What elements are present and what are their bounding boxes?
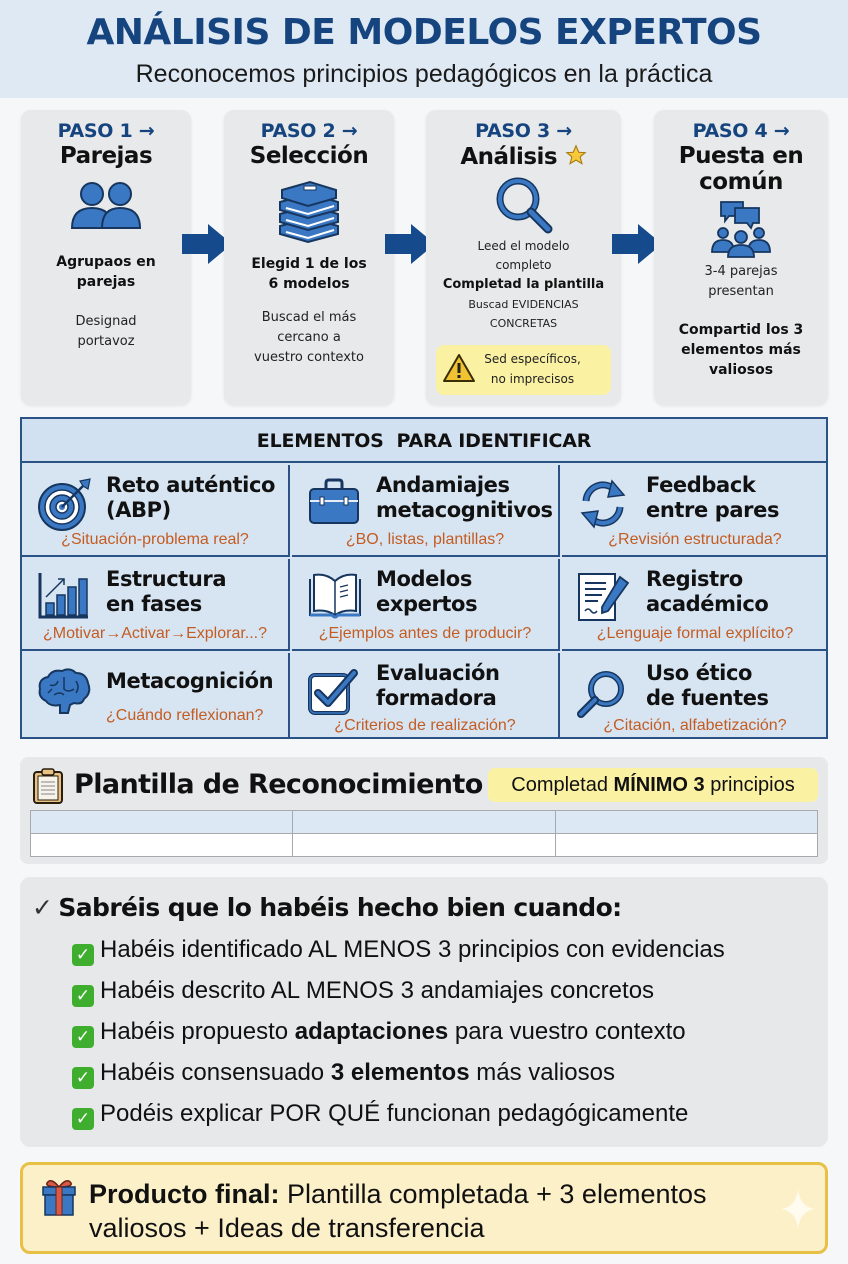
- badge-bold-text: MÍNIMO 3: [613, 774, 705, 796]
- green-check-icon: ✓: [72, 1067, 94, 1089]
- checklist-item: [72, 1099, 688, 1129]
- table-header-row: [31, 811, 818, 834]
- step-bold-text: Elegid 1 de los: [251, 256, 367, 272]
- magnifier-icon: [576, 667, 630, 721]
- element-cell-reto: [22, 465, 290, 557]
- green-check-icon: ✓: [72, 944, 94, 966]
- final-product-text: [89, 1177, 789, 1245]
- page-subtitle: Reconocemos principios pedagógicos en la práctica: [135, 60, 713, 88]
- step-title: Selección: [249, 143, 369, 169]
- element-cell-metacognicion: [22, 653, 290, 739]
- step-text: Designad: [75, 314, 137, 329]
- green-check-icon: ✓: [72, 985, 94, 1007]
- checkmark-icon: ✓: [32, 893, 53, 922]
- element-title: [646, 661, 769, 711]
- element-cell-andamiajes: [292, 465, 560, 557]
- elements-heading: ELEMENTOS PARA IDENTIFICAR: [22, 419, 826, 463]
- step-bold-text: valiosos: [708, 362, 774, 378]
- element-cell-feedback: [562, 465, 828, 557]
- table-cell[interactable]: [31, 834, 293, 857]
- bar-chart-icon: [36, 571, 90, 621]
- step-label: PASO 1 →: [57, 120, 155, 142]
- item-text: Habéis propuesto: [100, 1018, 295, 1045]
- step-title: Parejas: [59, 143, 153, 169]
- group-discussion-icon: [709, 200, 773, 258]
- element-cell-modelos: [292, 559, 560, 651]
- final-product-box: [20, 1162, 828, 1254]
- people-pair-icon: [66, 178, 146, 238]
- element-question: ¿Situación-problema real?: [61, 531, 249, 548]
- item-text: Habéis identificado AL MENOS 3 principios con evidencias: [100, 936, 725, 963]
- item-text: Habéis descrito AL MENOS 3 andamiajes concretos: [100, 977, 655, 1004]
- star-icon: [565, 144, 587, 166]
- target-icon: [36, 477, 92, 533]
- step-text: CONCRETAS: [489, 317, 558, 330]
- element-cell-evaluacion: [292, 653, 560, 739]
- badge-text: principios: [704, 774, 795, 796]
- step-label: PASO 3 →: [475, 120, 572, 142]
- element-title-line: Reto auténtico: [106, 473, 276, 497]
- warning-note: [436, 345, 611, 395]
- element-title-line: expertos: [376, 592, 478, 616]
- sparkle-icon: [781, 1189, 815, 1229]
- plantilla-badge: [488, 768, 818, 802]
- table-cell[interactable]: [293, 834, 555, 857]
- step-bold-text: Compartid los 3: [678, 322, 804, 338]
- refresh-icon: [576, 477, 630, 531]
- checklist-item: [72, 976, 654, 1006]
- item-text: más valiosos: [469, 1059, 615, 1086]
- green-check-icon: ✓: [72, 1108, 94, 1130]
- step-label: PASO 4 →: [692, 120, 790, 142]
- plantilla-section: [20, 757, 828, 864]
- step-bold-text: Completad la plantilla: [442, 277, 605, 292]
- step-title-text: Análisis: [460, 144, 558, 170]
- step-title: Puesta en: [678, 143, 804, 169]
- element-title-line: metacognitivos: [376, 498, 553, 522]
- badge-text: Completad: [511, 774, 614, 796]
- element-title-line: Registro: [646, 567, 743, 591]
- step-text: cercano a: [277, 330, 341, 345]
- element-title-line: académico: [646, 592, 769, 616]
- gift-icon: [39, 1177, 79, 1217]
- element-title-line: de fuentes: [646, 686, 769, 710]
- step-bold-text: elementos más: [681, 342, 801, 358]
- element-title: [106, 669, 273, 694]
- clipboard-icon: [32, 767, 64, 805]
- element-title-line: Modelos: [376, 567, 472, 591]
- table-cell[interactable]: [555, 811, 817, 834]
- step-bold-text: 6 modelos: [268, 276, 350, 292]
- item-text: Podéis explicar POR QUÉ funcionan pedagógicamente: [100, 1100, 689, 1127]
- table-cell[interactable]: [555, 834, 817, 857]
- item-bold-text: adaptaciones: [294, 1018, 449, 1045]
- item-text: Habéis consensuado: [100, 1059, 331, 1086]
- page-title: ANÁLISIS DE MODELOS EXPERTOS: [86, 12, 762, 53]
- warning-icon: [442, 353, 476, 383]
- element-question: ¿Lenguaje formal explícito?: [596, 625, 794, 642]
- step-text: Leed el modelo: [477, 239, 570, 253]
- element-title-line: en fases: [106, 592, 202, 616]
- element-question: ¿Revisión estructurada?: [608, 531, 782, 548]
- step-2-card: [224, 110, 394, 405]
- element-cell-registro: [562, 559, 828, 651]
- element-title-line: Feedback: [646, 473, 756, 497]
- table-row: [31, 834, 818, 857]
- element-title-line: Metacognición: [106, 669, 274, 693]
- checkbox-icon: [306, 667, 360, 717]
- magnifier-icon: [494, 175, 554, 235]
- table-cell[interactable]: [293, 811, 555, 834]
- element-title-line: Estructura: [106, 567, 227, 591]
- element-title-line: formadora: [376, 686, 497, 710]
- element-title: [646, 473, 779, 523]
- element-title-line: Evaluación: [376, 661, 500, 685]
- brain-icon: [36, 667, 92, 715]
- table-cell[interactable]: [31, 811, 293, 834]
- step-4-card: [654, 110, 828, 405]
- step-text: vuestro contexto: [254, 350, 364, 365]
- checklist-heading-text: Sabréis que lo habéis hecho bien cuando:: [58, 893, 622, 922]
- plantilla-table: [30, 810, 818, 857]
- element-title: [376, 567, 477, 617]
- element-title-line: Uso ético: [646, 661, 753, 685]
- item-bold-text: 3 elementos: [330, 1059, 470, 1086]
- step-title: [426, 144, 621, 169]
- element-title: [376, 661, 500, 711]
- header: [0, 0, 848, 98]
- element-question: ¿Motivar→Activar→Explorar...?: [42, 625, 268, 642]
- element-title-line: (ABP): [106, 498, 171, 522]
- element-title-line: Andamiajes: [376, 473, 510, 497]
- step-text: presentan: [708, 284, 774, 299]
- step-text: Buscad el más: [261, 310, 357, 325]
- open-book-icon: [306, 571, 364, 621]
- final-product-label: Producto final:: [89, 1179, 280, 1209]
- element-title: [646, 567, 768, 617]
- checklist-item: [72, 1058, 615, 1088]
- element-title: [106, 473, 275, 523]
- element-title: [106, 567, 226, 617]
- element-title: [376, 473, 553, 523]
- step-text: Buscad EVIDENCIAS: [468, 298, 579, 311]
- final-product-description: Plantilla completada + 3 elementos valiosos + Ideas de transferencia: [89, 1179, 715, 1243]
- element-cell-estructura: [22, 559, 290, 651]
- element-question: ¿Ejemplos antes de producir?: [318, 625, 532, 642]
- step-bold-text: parejas: [76, 274, 136, 290]
- step-bold-text: Agrupaos en: [56, 254, 156, 270]
- checklist-item: [72, 1017, 686, 1047]
- step-label: PASO 2 →: [260, 120, 358, 142]
- element-cell-uso-etico: [562, 653, 828, 739]
- element-question: ¿Criterios de realización?: [334, 717, 516, 734]
- books-stack-icon: [274, 178, 344, 246]
- step-text: portavoz: [77, 334, 135, 349]
- step-text: 3-4 parejas: [704, 264, 778, 279]
- element-question: ¿Cuándo reflexionan?: [106, 707, 264, 724]
- document-pen-icon: [576, 571, 632, 625]
- step-3-card: [426, 110, 621, 405]
- toolbox-icon: [306, 477, 362, 527]
- checklist-item: [72, 935, 725, 965]
- checklist-heading: [32, 893, 622, 922]
- element-title-line: entre pares: [646, 498, 780, 522]
- success-checklist: [20, 877, 828, 1147]
- green-check-icon: ✓: [72, 1026, 94, 1048]
- plantilla-title: Plantilla de Reconocimiento: [74, 769, 483, 800]
- step-text: completo: [495, 258, 552, 272]
- elements-grid: [20, 417, 828, 739]
- element-question: ¿Citación, alfabetización?: [603, 717, 787, 734]
- step-title: común: [699, 169, 783, 195]
- item-text: para vuestro contexto: [448, 1018, 686, 1045]
- step-1-card: [21, 110, 191, 405]
- element-question: ¿BO, listas, plantillas?: [345, 531, 505, 548]
- warning-text: no imprecisos: [490, 372, 575, 386]
- warning-text: Sed específicos,: [484, 352, 581, 366]
